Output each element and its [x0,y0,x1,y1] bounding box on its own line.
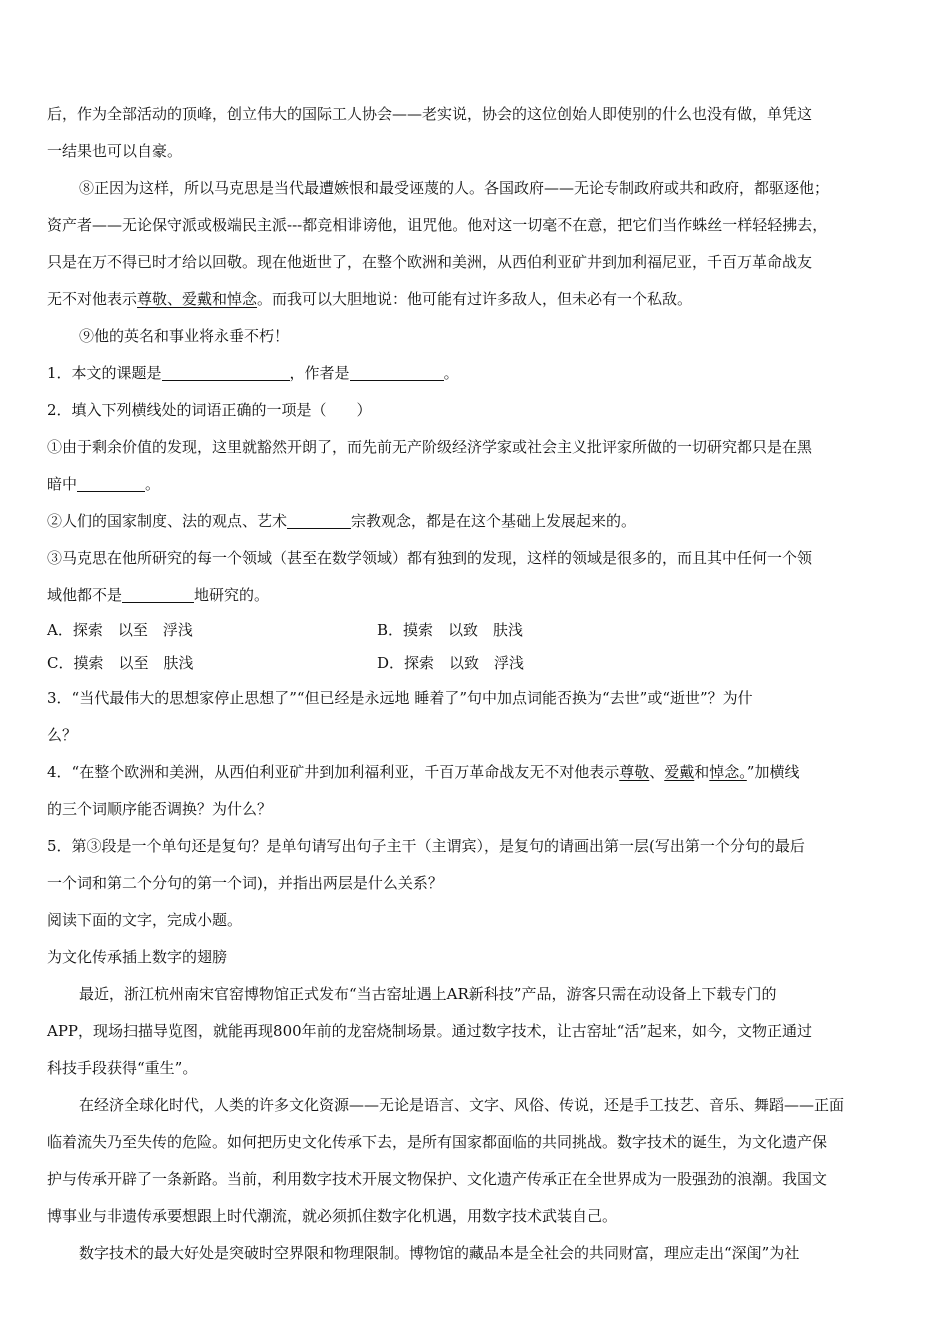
passage1-cont-line1: 后，作为全部活动的顶峰，创立伟大的国际工人协会——老实说，协会的这位创始人即使别的什么也没有做，单凭这 [47,105,813,123]
article-p2-line2: 临着流失乃至失传的危险。如何把历史文化传承下去，是所有国家都面临的共同挑战。数字技术的诞生，为文化遗产保 [47,1133,828,1151]
q2-s3-blank[interactable] [122,586,194,603]
paragraph-8-line3: 只是在万不得已时才给以回敬。现在他逝世了，在整个欧洲和美洲，从西伯利亚矿井到加利福尼亚，千百万革命战友 [47,253,813,271]
q4-sep-1: 、 [649,763,665,781]
q2-option-a[interactable]: A．探索 以至 浮浅 [47,621,193,639]
q4-underlined-2: 爱戴 [664,763,695,781]
q2-s1-pre: 暗中 [47,475,78,493]
reading-instruction: 阅读下面的文字，完成小题。 [47,911,243,929]
question-3-line2: 么？ [47,726,78,744]
p8-text-pre: 无不对他表示 [47,290,138,308]
underlined-words: 尊敬、爱戴和悼念 [137,290,258,308]
paragraph-8-line4 [47,281,907,318]
q2-s2-pre: ②人们的国家制度、法的观点、艺术 [47,512,288,530]
q1-title-blank[interactable] [162,364,290,381]
q2-sentence-1-line1: ①由于剩余价值的发现，这里就豁然开朗了，而先前无产阶级经济学家或社会主义批评家所做的一切研究都只是在黑 [47,438,813,456]
q2-sentence-3-line2 [47,577,907,614]
q1-text-a: 1．本文的课题是 [47,364,162,382]
article-p2-line1: 在经济全球化时代，人类的许多文化资源——无论是语言、文字、风俗、传说，还是手工技艺、音乐、舞蹈——正面 [79,1096,845,1114]
q2-s1-post: 。 [145,475,161,493]
q2-options-row2 [47,647,907,680]
paragraph-8-line1: ⑧正因为这样，所以马克思是当代最遭嫉恨和最受诬蔑的人。各国政府——无论专制政府或共和政府，都驱逐他； [79,179,830,197]
question-4-line2: 的三个词顺序能否调换？为什么？ [47,800,273,818]
q4-underlined-1: 尊敬 [619,763,650,781]
q4-sep-2: 和 [694,763,710,781]
question-2-stem: 2．填入下列横线处的词语正确的一项是（ ） [47,401,372,419]
article-p2-line4: 博事业与非遗传承要想跟上时代潮流，就必须抓住数字化机遇，用数字技术武装自己。 [47,1207,618,1225]
question-1 [47,355,907,392]
passage1-cont-line2: 一结果也可以自豪。 [47,142,183,160]
q2-sentence-2 [47,503,907,540]
q2-s2-blank[interactable] [287,512,351,529]
article-p2-line3: 护与传承开辟了一条新路。当前，利用数字技术开展文物保护、文化遗产传承正在全世界成为一股强劲的浪潮。我国文 [47,1170,828,1188]
p8-text-post: 。而我可以大胆地说：他可能有过许多敌人，但未必有一个私敌。 [257,290,693,308]
q4-text-post: ”加横线 [746,763,800,781]
q1-author-blank[interactable] [350,364,444,381]
question-5-line1: 5．第③段是一个单句还是复句？是单句请写出句子主干（主谓宾），是复句的请画出第一层(写出第一个分句的最后 [47,837,805,855]
questions-section [47,355,907,902]
q2-s3-pre: 域他都不是 [47,586,123,604]
q2-sentence-3-line1: ③马克思在他所研究的每一个领域（甚至在数学领域）都有独到的发现，这样的领域是很多的，而且其中任何一个领 [47,549,813,567]
q1-text-c: 。 [443,364,459,382]
q4-text-pre: 4．“在整个欧洲和美洲，从西伯利亚矿井到加利福利亚，千百万革命战友无不对他表示 [47,763,620,781]
article-p1-line1: 最近，浙江杭州南宋官窑博物馆正式发布“当古窑址遇上AR新科技”产品，游客只需在动设备上下载专门的 [79,985,777,1003]
q2-s3-post: 地研究的。 [194,586,270,604]
q4-underlined-3: 悼念。 [709,763,747,781]
q2-s2-post: 宗教观念，都是在这个基础上发展起来的。 [351,512,637,530]
article-title: 为文化传承插上数字的翅膀 [47,948,228,966]
q2-s1-blank[interactable] [77,475,145,492]
question-4-line1 [47,754,907,791]
q2-options-row1 [47,614,907,647]
question-3-line1: 3．“当代最伟大的思想家停止思想了”“但已经是永远地 睡着了”句中加点词能否换为“去世”或“逝世”？为什 [47,689,753,707]
q2-option-c[interactable]: C．摸索 以至 肤浅 [47,654,194,672]
question-5-line2: 一个词和第二个分句的第一个词)，并指出两层是什么关系？ [47,874,443,892]
article-p1-line2: APP，现场扫描导览图，就能再现800年前的龙窑烧制场景。通过数字技术，让古窑址“活”起来，如今，文物正通过 [47,1022,812,1040]
article-p1-line3: 科技手段获得“重生”。 [47,1059,198,1077]
paragraph-8-line2: 资产者——无论保守派或极端民主派---都竞相诽谤他，诅咒他。他对这一切毫不在意，把它们当作蛛丝一样轻轻拂去， [47,216,828,234]
document-page [47,96,907,1272]
q2-option-b[interactable]: B．摸索 以致 肤浅 [377,621,524,639]
q2-option-d[interactable]: D．探索 以致 浮浅 [377,654,525,672]
q2-sentence-1-line2 [47,466,907,503]
article-p3-line1: 数字技术的最大好处是突破时空界限和物理限制。博物馆的藏品本是全社会的共同财富，理应走出“深闺”为社 [79,1244,800,1262]
q1-text-b: ，作者是 [289,364,350,382]
paragraph-9: ⑨他的英名和事业将永垂不朽！ [79,327,290,345]
